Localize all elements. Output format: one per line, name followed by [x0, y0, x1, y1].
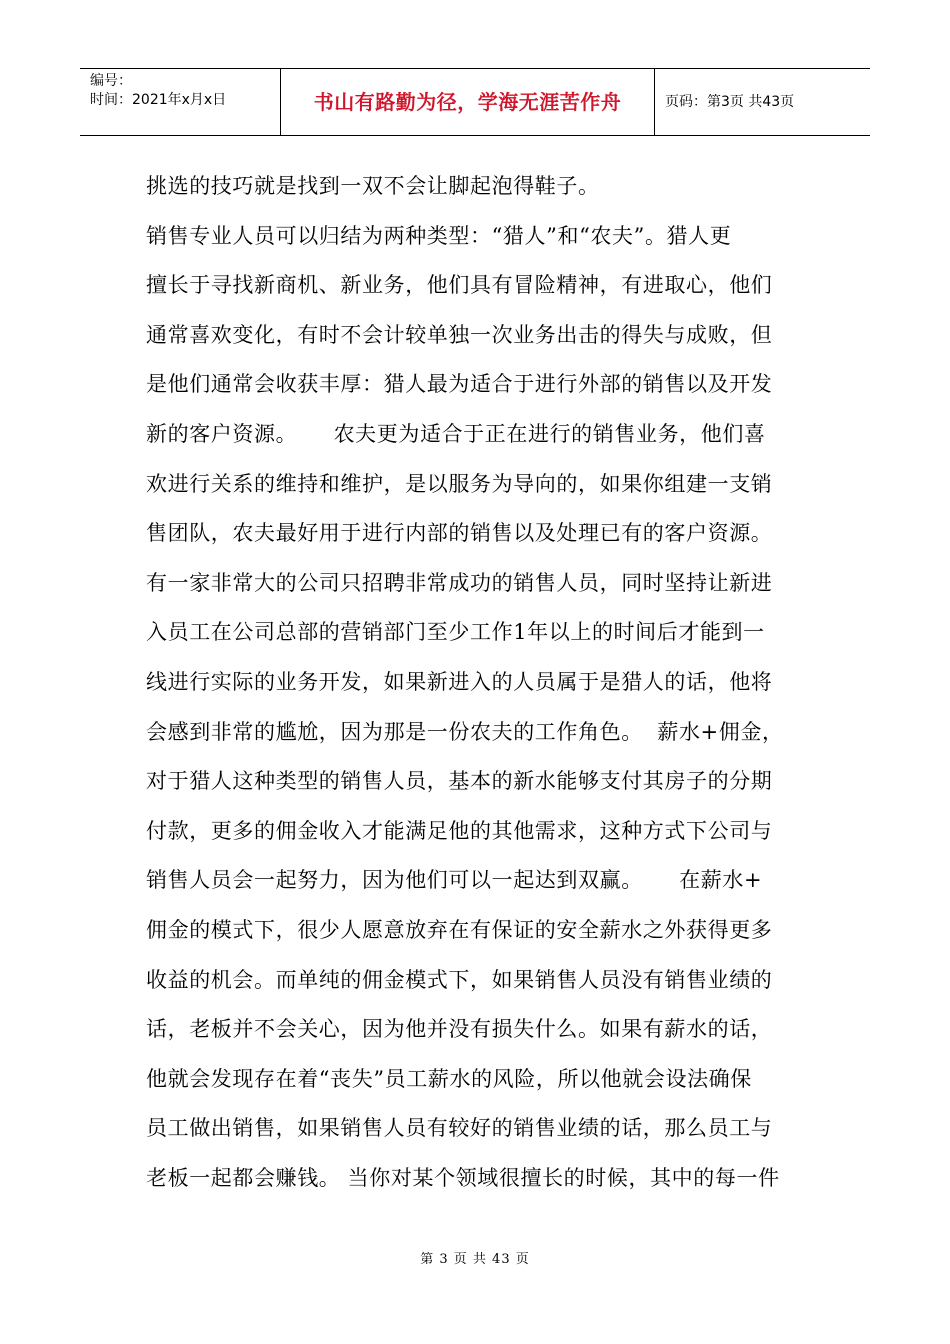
- body-line: 入员工在公司总部的营销部门至少工作1年以上的时间后才能到一: [146, 620, 765, 645]
- body-line: 销售专业人员可以归结为两种类型：“猎人”和“农夫”。猎人更: [146, 223, 732, 248]
- body-line: 会感到非常的尴尬，因为那是一份农夫的工作角色。 薪水+佣金，: [146, 719, 784, 744]
- body-line: 有一家非常大的公司只招聘非常成功的销售人员，同时坚持让新进: [146, 570, 773, 595]
- body-line: 话，老板并不会关心，因为他并没有损失什么。如果有薪水的话，: [146, 1017, 773, 1042]
- body-line: 新的客户资源。 农夫更为适合于正在进行的销售业务，他们喜: [146, 421, 766, 446]
- header-meta-cell: [80, 69, 281, 135]
- serial-label: 编号：: [90, 73, 132, 89]
- body-line: 擅长于寻找新商机、新业务，他们具有冒险精神，有进取心，他们: [146, 273, 773, 298]
- page-footer: 第 3 页 共 43 页: [420, 1252, 530, 1267]
- date-label: 时间：2021年x月x日: [90, 92, 227, 108]
- body-line: 佣金的模式下，很少人愿意放弃在有保证的安全薪水之外获得更多: [146, 917, 773, 942]
- body-line: 收益的机会。而单纯的佣金模式下，如果销售人员没有销售业绩的: [146, 967, 773, 992]
- body-line: 对于猎人这种类型的销售人员，基本的新水能够支付其房子的分期: [146, 769, 773, 794]
- body-line: 挑选的技巧就是找到一双不会让脚起泡得鞋子。: [146, 174, 600, 198]
- body-line: 是他们通常会收获丰厚：猎人最为适合于进行外部的销售以及开发: [146, 372, 773, 397]
- body-line: 线进行实际的业务开发，如果新进入的人员属于是猎人的话，他将: [146, 669, 773, 694]
- body-line: 付款，更多的佣金收入才能满足他的其他需求，这种方式下公司与: [146, 818, 773, 843]
- document-body: [146, 162, 816, 1203]
- header-motto: 书山有路勤为径，学海无涯苦作舟: [281, 69, 655, 135]
- body-line: 售团队，农夫最好用于进行内部的销售以及处理已有的客户资源。: [146, 521, 773, 546]
- body-line: 销售人员会一起努力，因为他们可以一起达到双赢。 在薪水+: [146, 868, 763, 893]
- body-line: 老板一起都会赚钱。 当你对某个领域很擅长的时候，其中的每一件: [146, 1165, 780, 1190]
- body-line: 通常喜欢变化，有时不会计较单独一次业务出击的得失与成败，但: [146, 322, 773, 347]
- body-line: 欢进行关系的维持和维护，是以服务为导向的，如果你组建一支销: [146, 471, 773, 496]
- header-page-info: 页码：第3页 共43页: [665, 94, 795, 110]
- document-header: [80, 68, 870, 136]
- body-line: 他就会发现存在着“丧失”员工薪水的风险，所以他就会设法确保: [146, 1066, 752, 1091]
- body-line: 员工做出销售，如果销售人员有较好的销售业绩的话，那么员工与: [146, 1116, 773, 1141]
